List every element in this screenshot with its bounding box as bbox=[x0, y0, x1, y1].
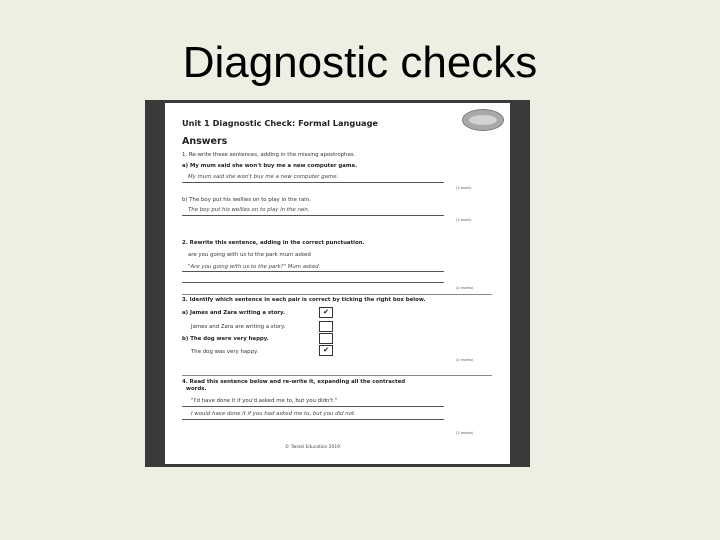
slide-title: Diagnostic checks bbox=[182, 38, 538, 87]
worksheet-title: Unit 1 Diagnostic Check: Formal Language bbox=[182, 118, 378, 128]
question-4-prompt-line-1: 4. Read this sentence below and re-write it, expanding all the contracted bbox=[182, 379, 406, 385]
divider bbox=[182, 294, 492, 295]
publisher-logo bbox=[462, 109, 504, 131]
question-1a-answer: My mum said she won't buy me a new computer game. bbox=[188, 174, 339, 180]
worksheet-footer: © Twinkl Education 2019 bbox=[285, 445, 340, 450]
tick-box[interactable] bbox=[319, 321, 333, 332]
question-4-marks: (2 marks) bbox=[456, 431, 474, 435]
answer-line bbox=[182, 182, 444, 183]
question-3b-label: b) The dog were very happy. bbox=[182, 336, 269, 342]
question-3a-label: a) James and Zara writing a story. bbox=[182, 310, 286, 316]
question-1b-marks: (1 mark) bbox=[456, 218, 472, 222]
answer-line bbox=[182, 215, 444, 216]
question-3b-alternative: The dog was very happy. bbox=[191, 349, 259, 355]
answer-line bbox=[182, 419, 444, 420]
tick-box[interactable] bbox=[319, 333, 333, 344]
worksheet-subtitle: Answers bbox=[182, 136, 228, 147]
answer-line bbox=[182, 282, 444, 283]
answer-line bbox=[182, 406, 444, 407]
question-3-marks: (2 marks) bbox=[456, 358, 474, 362]
question-4-prompt-line-2: words. bbox=[186, 386, 207, 392]
question-1b-answer: The boy put his wellies on to play in the rain. bbox=[188, 207, 310, 213]
question-1-prompt: 1. Re-write these sentences, adding in the missing apostrophes. bbox=[182, 152, 356, 158]
question-1b-label: b) The boy put his wellies on to play in the rain. bbox=[182, 197, 311, 203]
worksheet-page bbox=[165, 103, 510, 464]
question-4-quote: "I'd have done it if you'd asked me to, but you didn't." bbox=[191, 398, 338, 404]
question-1a-label: a) My mum said she won't buy me a new computer game. bbox=[182, 163, 358, 169]
question-2-marks: (2 marks) bbox=[456, 286, 474, 290]
question-1a-marks: (1 mark) bbox=[456, 186, 472, 190]
question-2-prompt: 2. Rewrite this sentence, adding in the correct punctuation. bbox=[182, 240, 365, 246]
tick-box[interactable]: ✔ bbox=[319, 307, 333, 318]
divider bbox=[182, 375, 492, 376]
question-2-answer: "Are you going with us to the park?" Mum asked. bbox=[188, 264, 321, 270]
question-3-prompt: 3. Identify which sentence in each pair is correct by ticking the right box below. bbox=[182, 297, 426, 303]
question-3a-alternative: James and Zara are writing a story. bbox=[191, 324, 286, 330]
tick-box[interactable]: ✔ bbox=[319, 345, 333, 356]
answer-line bbox=[182, 271, 444, 272]
question-4-answer: I would have done it if you had asked me to, but you did not. bbox=[191, 411, 356, 417]
question-2-text: are you going with us to the park mum asked bbox=[188, 252, 311, 258]
